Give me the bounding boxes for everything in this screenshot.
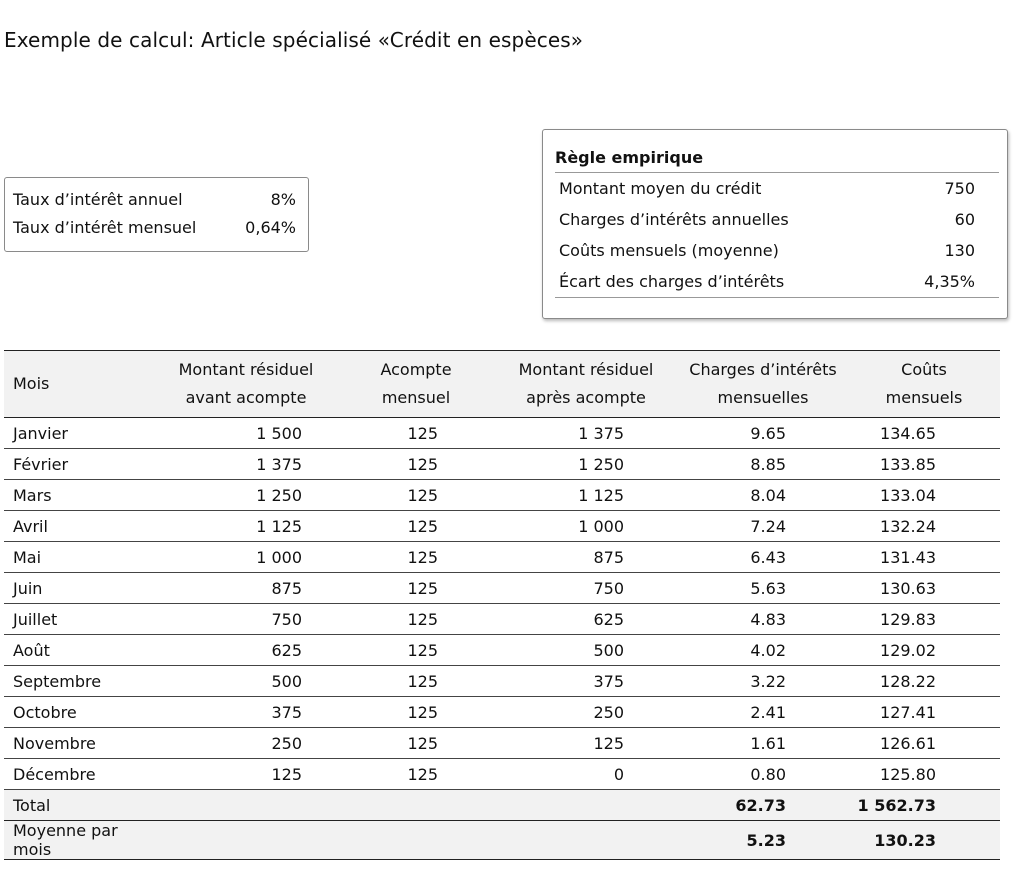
- interest-cell: 8.04: [678, 480, 848, 511]
- payment-cell: 125: [338, 418, 494, 449]
- month-cell: Août: [4, 635, 154, 666]
- interest-cell: 4.02: [678, 635, 848, 666]
- rule-of-thumb-box: [542, 129, 1008, 319]
- month-cell: Février: [4, 449, 154, 480]
- rule-value: 4,35%: [924, 272, 975, 291]
- interest-cell: 3.22: [678, 666, 848, 697]
- residual-before-cell: 125: [154, 759, 338, 790]
- annual-rate-row: [13, 188, 296, 216]
- residual-after-cell: 125: [494, 728, 678, 759]
- interest-rates-box: [4, 177, 309, 252]
- rule-label: Charges d’intérêts annuelles: [559, 210, 789, 229]
- payment-cell: 125: [338, 542, 494, 573]
- month-cell: Mars: [4, 480, 154, 511]
- table-row: [4, 449, 1000, 480]
- table-row: [4, 759, 1000, 790]
- residual-after-cell: 1 375: [494, 418, 678, 449]
- rule-row-annual-interest: [555, 204, 999, 235]
- payment-cell: 125: [338, 449, 494, 480]
- table-row: [4, 542, 1000, 573]
- table-row: [4, 511, 1000, 542]
- rule-label: Écart des charges d’intérêts: [559, 272, 785, 291]
- payment-cell: 125: [338, 604, 494, 635]
- table-row: [4, 418, 1000, 449]
- residual-after-cell: 625: [494, 604, 678, 635]
- residual-before-cell: 1 000: [154, 542, 338, 573]
- rule-value: 750: [944, 179, 975, 198]
- table-row: [4, 666, 1000, 697]
- payment-cell: 125: [338, 480, 494, 511]
- costs-cell: 130.63: [848, 573, 1000, 604]
- payment-cell: 125: [338, 635, 494, 666]
- repayment-table: [4, 350, 1000, 860]
- rule-value: 130: [944, 241, 975, 260]
- payment-cell: 125: [338, 759, 494, 790]
- residual-after-cell: 0: [494, 759, 678, 790]
- costs-cell: 132.24: [848, 511, 1000, 542]
- residual-before-cell: 375: [154, 697, 338, 728]
- month-cell: Décembre: [4, 759, 154, 790]
- rule-row-average-credit: [555, 173, 999, 204]
- interest-cell: 9.65: [678, 418, 848, 449]
- interest-cell: 0.80: [678, 759, 848, 790]
- costs-cell: 133.85: [848, 449, 1000, 480]
- total-label: Total: [4, 790, 154, 821]
- residual-before-cell: 250: [154, 728, 338, 759]
- average-interest: 5.23: [678, 821, 848, 860]
- average-costs: 130.23: [848, 821, 1000, 860]
- residual-before-cell: 1 250: [154, 480, 338, 511]
- costs-cell: 129.02: [848, 635, 1000, 666]
- costs-cell: 125.80: [848, 759, 1000, 790]
- costs-cell: 131.43: [848, 542, 1000, 573]
- month-cell: Novembre: [4, 728, 154, 759]
- residual-before-cell: 625: [154, 635, 338, 666]
- residual-after-cell: 250: [494, 697, 678, 728]
- header-monthly-interest: Charges d’intérêts mensuelles: [678, 351, 848, 418]
- residual-before-cell: 750: [154, 604, 338, 635]
- interest-cell: 5.63: [678, 573, 848, 604]
- total-row: [4, 790, 1000, 821]
- rule-row-monthly-costs: [555, 235, 999, 266]
- costs-cell: 129.83: [848, 604, 1000, 635]
- interest-cell: 7.24: [678, 511, 848, 542]
- payment-cell: 125: [338, 573, 494, 604]
- total-costs: 1 562.73: [848, 790, 1000, 821]
- average-label: Moyenne par mois: [4, 821, 154, 860]
- residual-before-cell: 1 125: [154, 511, 338, 542]
- header-monthly-costs: Coûts mensuels: [848, 351, 1000, 418]
- rule-value: 60: [954, 210, 975, 229]
- costs-cell: 127.41: [848, 697, 1000, 728]
- header-month: Mois: [4, 351, 154, 418]
- residual-after-cell: 500: [494, 635, 678, 666]
- annual-rate-value: 8%: [270, 190, 296, 209]
- table-row: [4, 697, 1000, 728]
- residual-after-cell: 750: [494, 573, 678, 604]
- month-cell: Juillet: [4, 604, 154, 635]
- residual-before-cell: 500: [154, 666, 338, 697]
- rule-row-interest-gap: [555, 266, 999, 298]
- costs-cell: 134.65: [848, 418, 1000, 449]
- residual-after-cell: 1 125: [494, 480, 678, 511]
- annual-rate-label: Taux d’intérêt annuel: [13, 190, 183, 209]
- costs-cell: 133.04: [848, 480, 1000, 511]
- table-row: [4, 573, 1000, 604]
- residual-before-cell: 875: [154, 573, 338, 604]
- rule-heading: Règle empirique: [555, 144, 999, 173]
- monthly-rate-value: 0,64%: [245, 218, 296, 237]
- residual-before-cell: 1 500: [154, 418, 338, 449]
- residual-after-cell: 1 000: [494, 511, 678, 542]
- month-cell: Juin: [4, 573, 154, 604]
- total-interest: 62.73: [678, 790, 848, 821]
- interest-cell: 4.83: [678, 604, 848, 635]
- residual-after-cell: 1 250: [494, 449, 678, 480]
- month-cell: Janvier: [4, 418, 154, 449]
- table-header-row: [4, 351, 1000, 418]
- table-row: [4, 728, 1000, 759]
- month-cell: Avril: [4, 511, 154, 542]
- interest-cell: 2.41: [678, 697, 848, 728]
- interest-cell: 8.85: [678, 449, 848, 480]
- payment-cell: 125: [338, 728, 494, 759]
- rule-label: Montant moyen du crédit: [559, 179, 762, 198]
- header-residual-before: Montant résiduel avant acompte: [154, 351, 338, 418]
- table-row: [4, 604, 1000, 635]
- average-row: [4, 821, 1000, 860]
- payment-cell: 125: [338, 697, 494, 728]
- interest-cell: 1.61: [678, 728, 848, 759]
- interest-cell: 6.43: [678, 542, 848, 573]
- month-cell: Septembre: [4, 666, 154, 697]
- costs-cell: 126.61: [848, 728, 1000, 759]
- header-monthly-payment: Acompte mensuel: [338, 351, 494, 418]
- residual-after-cell: 375: [494, 666, 678, 697]
- table-row: [4, 635, 1000, 666]
- table-row: [4, 480, 1000, 511]
- costs-cell: 128.22: [848, 666, 1000, 697]
- month-cell: Mai: [4, 542, 154, 573]
- header-residual-after: Montant résiduel après acompte: [494, 351, 678, 418]
- residual-after-cell: 875: [494, 542, 678, 573]
- payment-cell: 125: [338, 666, 494, 697]
- monthly-rate-label: Taux d’intérêt mensuel: [13, 218, 197, 237]
- residual-before-cell: 1 375: [154, 449, 338, 480]
- month-cell: Octobre: [4, 697, 154, 728]
- monthly-rate-row: [13, 216, 296, 244]
- page-title: Exemple de calcul: Article spécialisé «Crédit en espèces»: [4, 28, 584, 52]
- payment-cell: 125: [338, 511, 494, 542]
- rule-label: Coûts mensuels (moyenne): [559, 241, 779, 260]
